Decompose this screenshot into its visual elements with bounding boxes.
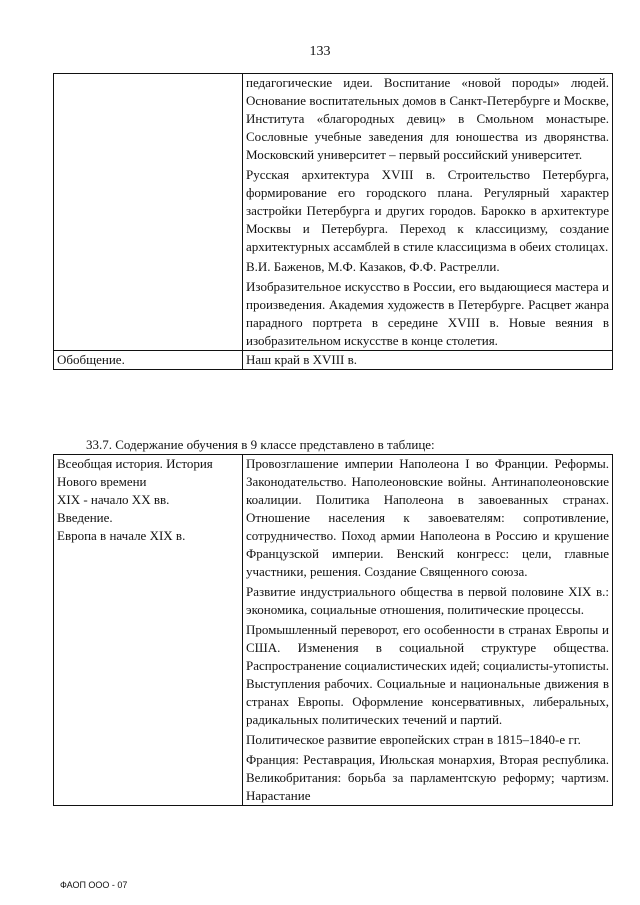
paragraph: Провозглашение империи Наполеона I во Франции. Реформы. Законодательство. Наполеоновские войны. Антинаполеоновские коалиции. Политика Наполеона в завоеванных странах. Отношение населения к завоевателям: сопротивление, сотрудничество. Поход армии Наполеона в Россию и крушение Французской империи. Венский конгресс: цели, главные участники, решения. Создание Священного союза. [246,456,609,579]
table-row [54,455,613,806]
paragraph: Франция: Реставрация, Июльская монархия, Вторая республика. Великобритания: борьба за парламентскую реформу; чартизм. Нарастание [246,752,609,803]
curriculum-table-grade9 [53,454,613,806]
topic-line: XIX - начало XX вв. [57,492,170,507]
table-cell-empty [54,74,243,351]
table-cell-content [243,455,613,806]
topic-line: Нового времени [57,474,147,489]
curriculum-table-continued [53,73,613,370]
paragraph: Промышленный переворот, его особенности в странах Европы и США. Изменения в социальной структуре общества. Распространение социалистических идей; социалисты-утописты. Выступления рабочих. Социальные и национальные движения в странах Европы. Оформление консервативных, либеральных, радикальных политических течений и партий. [246,622,609,727]
footer-document-code: ФАОП ООО - 07 [60,880,128,890]
paragraph: Изобразительное искусство в России, его выдающиеся мастера и произведения. Академия художеств в Петербурге. Расцвет жанра парадного портрета в середине XVIII в. Новые веяния в изобразительном искусстве в конце столетия. [246,279,609,348]
topic-line: Всеобщая история. История [57,456,213,471]
paragraph: педагогические идеи. Воспитание «новой породы» людей. Основание воспитательных домов в Санкт-Петербурге и Москве, Института «благородных девиц» в Смольном монастыре. Сословные учебные заведения для юношества из дворянства. Московский университет – первый российский университет. [246,75,609,162]
page-number: 133 [309,44,331,59]
table-row [54,74,613,351]
topic-line: Введение. [57,510,113,525]
table-cell-topic [54,455,243,806]
table-cell-topic: Обобщение. [54,351,243,370]
table-row [54,351,613,370]
paragraph: Политическое развитие европейских стран в 1815–1840-е гг. [246,732,581,747]
section-heading: 33.7. Содержание обучения в 9 классе представлено в таблице: [86,437,435,452]
paragraph: Развитие индустриального общества в первой половине XIX в.: экономика, социальные отношения, политические процессы. [246,584,609,617]
table-cell-content [243,74,613,351]
table-cell-content: Наш край в XVIII в. [243,351,613,370]
paragraph: Русская архитектура XVIII в. Строительство Петербурга, формирование его городского плана. Регулярный характер застройки Петербурга и других городов. Барокко в архитектуре Москвы и Петербурга. Переход к классицизму, создание архитектурных ассамблей в стиле классицизма в обеих столицах. [246,167,609,254]
paragraph: В.И. Баженов, М.Ф. Казаков, Ф.Ф. Растрелли. [246,259,500,274]
topic-line: Европа в начале XIX в. [57,528,186,543]
